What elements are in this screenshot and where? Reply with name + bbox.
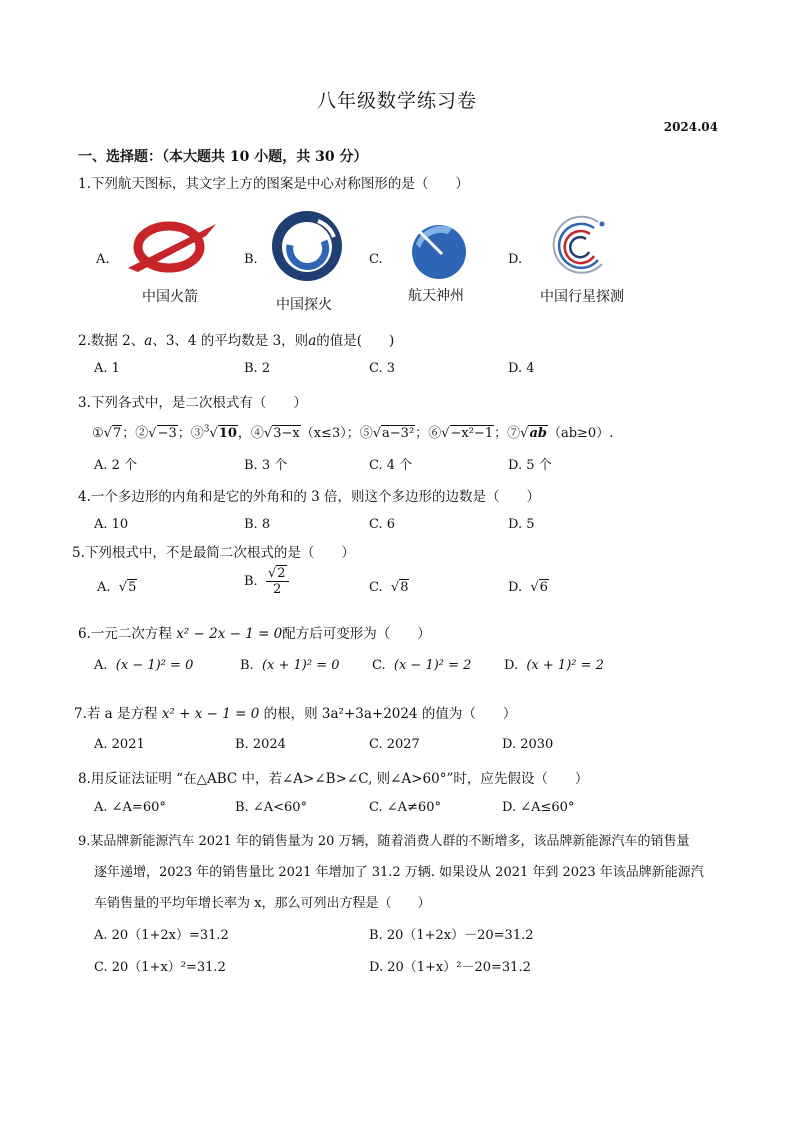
- q1-caption-c: 航天神州: [408, 288, 464, 304]
- q5-option-c: C. √8: [369, 580, 409, 595]
- q1-caption-a: 中国火箭: [142, 289, 198, 305]
- question-3-stem: 3.下列各式中，是二次根式有（ ）: [78, 395, 307, 411]
- planet-logo-icon: [548, 212, 612, 278]
- question-2-stem: 2.数据 2、a、3、4 的平均数是 3，则a的值是( ): [78, 333, 395, 349]
- question-4-stem: 4.一个多边形的内角和是它的外角和的 3 倍，则这个多边形的边数是（ ）: [78, 489, 541, 505]
- q3-option-d: D. 5 个: [508, 458, 552, 473]
- question-9-line-1: 9.某品牌新能源汽车 2021 年的销售量为 20 万辆，随着消费人群的不断增多，该品牌新能源汽车的销售量: [78, 834, 690, 849]
- q4-option-a: A. 10: [94, 517, 129, 532]
- q6-option-d: D. (x + 1)² = 2: [504, 658, 604, 673]
- q9-option-c: C. 20（1+x）²=31.2: [94, 960, 226, 975]
- shenzhou-logo-icon: [402, 214, 472, 282]
- q8-option-b: B. ∠A<60°: [235, 800, 308, 815]
- q2-option-a: A. 1: [94, 361, 120, 376]
- mars-logo-icon: [268, 207, 346, 285]
- q1-caption-d: 中国行星探测: [540, 289, 624, 305]
- q4-option-d: D. 5: [508, 517, 535, 532]
- question-1-stem: 1.下列航天图标，其文字上方的图案是中心对称图形的是（ ）: [78, 176, 469, 192]
- q2-option-c: C. 3: [369, 361, 396, 376]
- q5-option-b: B. $\frac{√2}{2}$: [244, 566, 289, 597]
- q4-option-b: B. 8: [244, 517, 271, 532]
- question-9-line-3: 车销售量的平均年增长率为 x，那么可列出方程是（ ）: [94, 896, 431, 911]
- q9-option-d: D. 20（1+x）²－20=31.2: [369, 960, 531, 975]
- q4-option-c: C. 6: [369, 517, 396, 532]
- q3-option-c: C. 4 个: [369, 458, 413, 473]
- q7-option-d: D. 2030: [502, 737, 554, 752]
- q8-option-a: A. ∠A=60°: [94, 800, 166, 815]
- q5-option-d: D. √6: [508, 580, 548, 595]
- page-title: 八年级数学练习卷: [316, 90, 477, 112]
- q1-label-b: B.: [244, 252, 258, 267]
- q6-option-a: A. (x − 1)² = 0: [94, 658, 194, 673]
- rocket-logo-icon: [124, 216, 222, 278]
- q9-option-a: A. 20（1+2x）=31.2: [94, 928, 229, 943]
- question-9-line-2: 逐年递增，2023 年的销售量比 2021 年增加了 31.2 万辆. 如果设从 2021 年到 2023 年该品牌新能源汽: [94, 865, 704, 880]
- exam-date: 2024.04: [663, 120, 718, 134]
- q8-option-c: C. ∠A≠60°: [369, 800, 441, 815]
- q1-label-a: A.: [96, 252, 110, 267]
- q2-option-d: D. 4: [508, 361, 535, 376]
- question-7-stem: 7.若 a 是方程 x² + x − 1 = 0 的根，则 3a²+3a+2024 的值为（ ）: [74, 706, 517, 722]
- q6-option-b: B. (x + 1)² = 0: [240, 658, 340, 673]
- q6-option-c: C. (x − 1)² = 2: [372, 658, 472, 673]
- question-6-stem: 6.一元二次方程 x² − 2x − 1 = 0配方后可变形为（ ）: [78, 626, 431, 642]
- q2-option-b: B. 2: [244, 361, 271, 376]
- question-8-stem: 8.用反证法证明 “在△ABC 中，若∠A>∠B>∠C, 则∠A>60°”时，应先假设（ ）: [78, 771, 589, 787]
- q8-option-d: D. ∠A≤60°: [502, 800, 575, 815]
- q3-option-b: B. 3 个: [244, 458, 288, 473]
- q5-option-a: A. √5: [97, 580, 137, 595]
- q9-option-b: B. 20（1+2x）－20=31.2: [369, 928, 534, 943]
- section-heading: 一、选择题：（本大题共 10 小题，共 30 分）: [78, 149, 368, 165]
- question-5-stem: 5.下列根式中，不是最简二次根式的是（ ）: [72, 545, 355, 561]
- q7-option-c: C. 2027: [369, 737, 420, 752]
- q1-label-c: C.: [369, 252, 383, 267]
- q3-radical-list: ①√7；②√−3；③$^3$√10，④√3−x（x≤3）；⑤√a−3²；⑥√−x²−1；⑦√ab（ab≥0）.: [92, 424, 614, 441]
- q7-option-b: B. 2024: [235, 737, 286, 752]
- q7-option-a: A. 2021: [94, 737, 145, 752]
- q3-option-a: A. 2 个: [94, 458, 138, 473]
- q1-label-d: D.: [508, 252, 523, 267]
- q1-caption-b: 中国探火: [276, 297, 332, 313]
